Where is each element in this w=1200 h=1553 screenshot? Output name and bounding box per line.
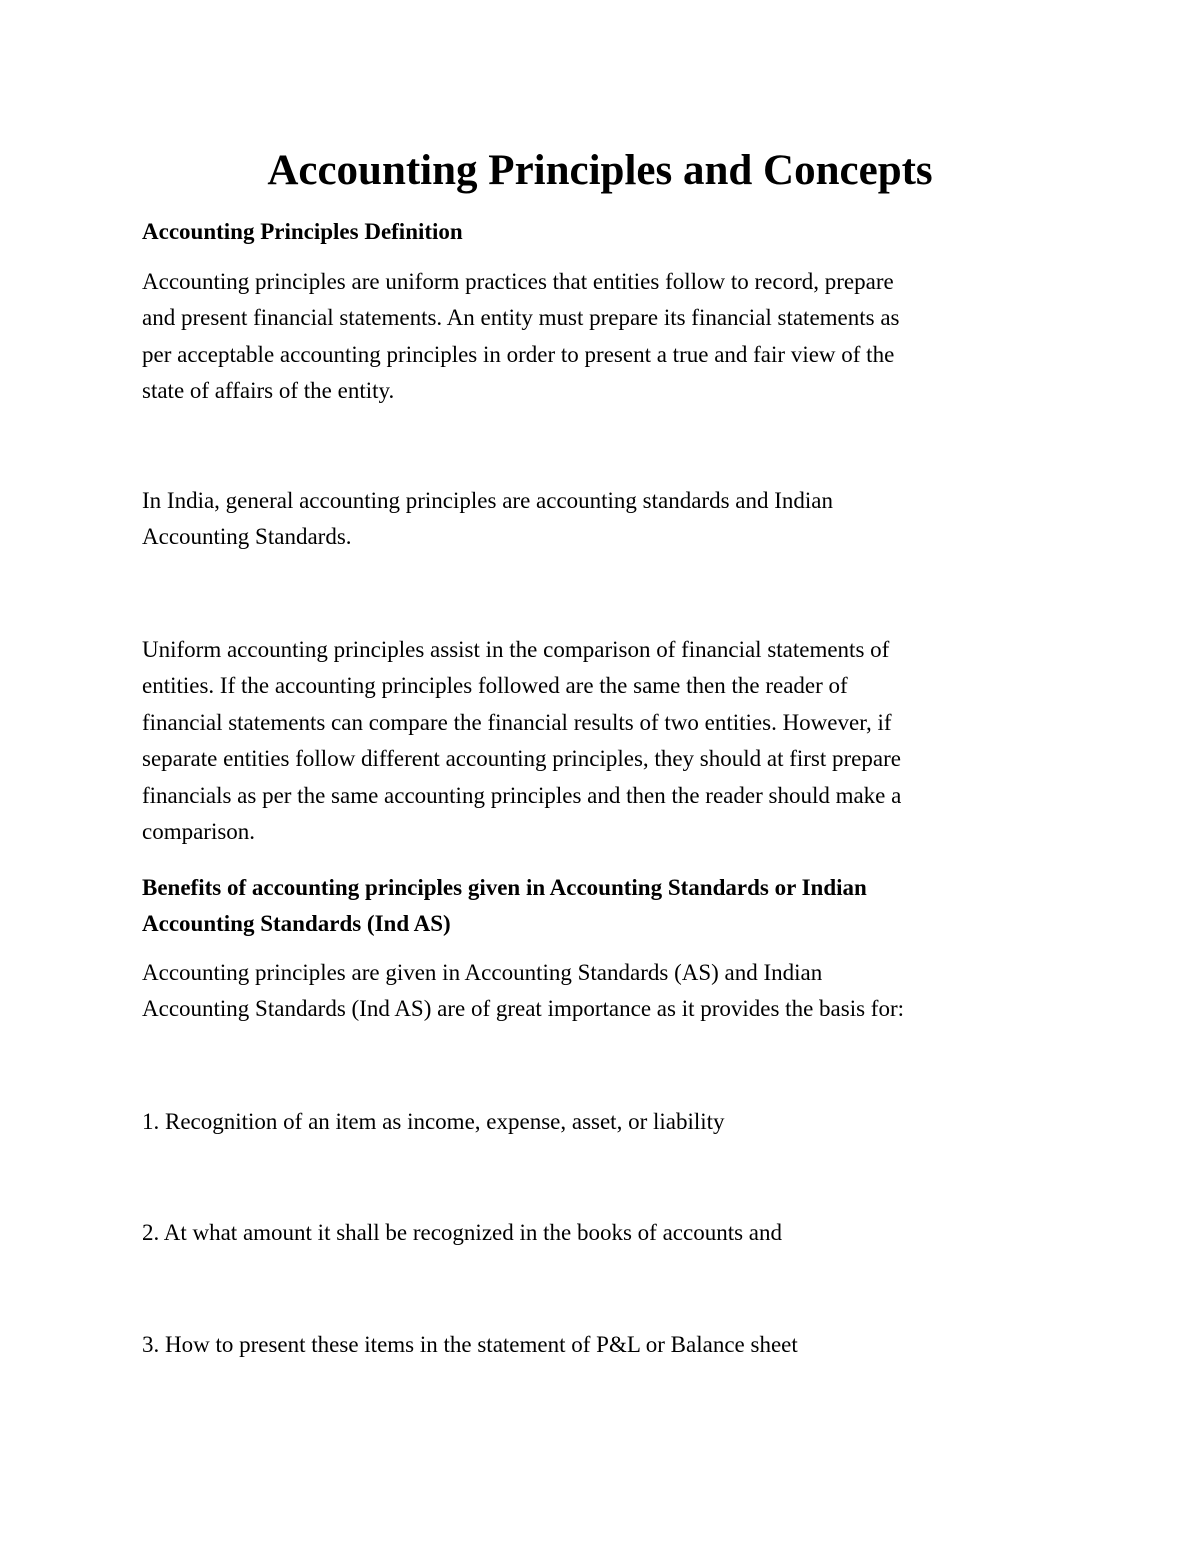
section-heading-benefits	[142, 870, 867, 943]
document-page	[142, 0, 1062, 1553]
list-item: 2. At what amount it shall be recognized in the books of accounts and	[142, 1220, 783, 1245]
text-line: per acceptable accounting principles in order to present a true and fair view of the	[142, 341, 895, 367]
text-line: In India, general accounting principles are accounting standards and Indian	[142, 488, 834, 513]
paragraph-india	[142, 483, 1062, 556]
paragraph-uniform	[142, 632, 1062, 850]
text-line: separate entities follow different accounting principles, they should at first prepare	[142, 746, 901, 772]
list-item: 3. How to present these items in the statement of P&L or Balance sheet	[142, 1332, 798, 1357]
paragraph-benefits	[142, 955, 1062, 1028]
text-line: Accounting principles are given in Accounting Standards (AS) and Indian	[142, 960, 823, 985]
text-line: entities. If the accounting principles followed are the same then the reader of	[142, 673, 848, 699]
text-line: Accounting principles are uniform practices that entities follow to record, prepare	[142, 269, 894, 294]
text-line: Accounting Standards.	[142, 524, 352, 550]
list-item: 1. Recognition of an item as income, expense, asset, or liability	[142, 1109, 725, 1134]
text-line: Uniform accounting principles assist in the comparison of financial statements of	[142, 637, 890, 662]
text-line: financial statements can compare the financial results of two entities. However, if	[142, 709, 892, 735]
text-line: Accounting Standards (Ind AS) are of great importance as it provides the basis for:	[142, 996, 904, 1022]
text-line: financials as per the same accounting principles and then the reader should make a	[142, 782, 902, 808]
heading-line: Accounting Standards (Ind AS)	[142, 911, 451, 937]
text-line: and present financial statements. An entity must prepare its financial statements as	[142, 305, 900, 331]
heading-line: Benefits of accounting principles given in Accounting Standards or Indian	[142, 875, 867, 900]
section-heading-definition: Accounting Principles Definition	[142, 219, 463, 244]
paragraph-definition	[142, 264, 1062, 410]
text-line: state of affairs of the entity.	[142, 378, 395, 404]
document-title: Accounting Principles and Concepts	[267, 147, 933, 194]
text-line: comparison.	[142, 819, 256, 845]
